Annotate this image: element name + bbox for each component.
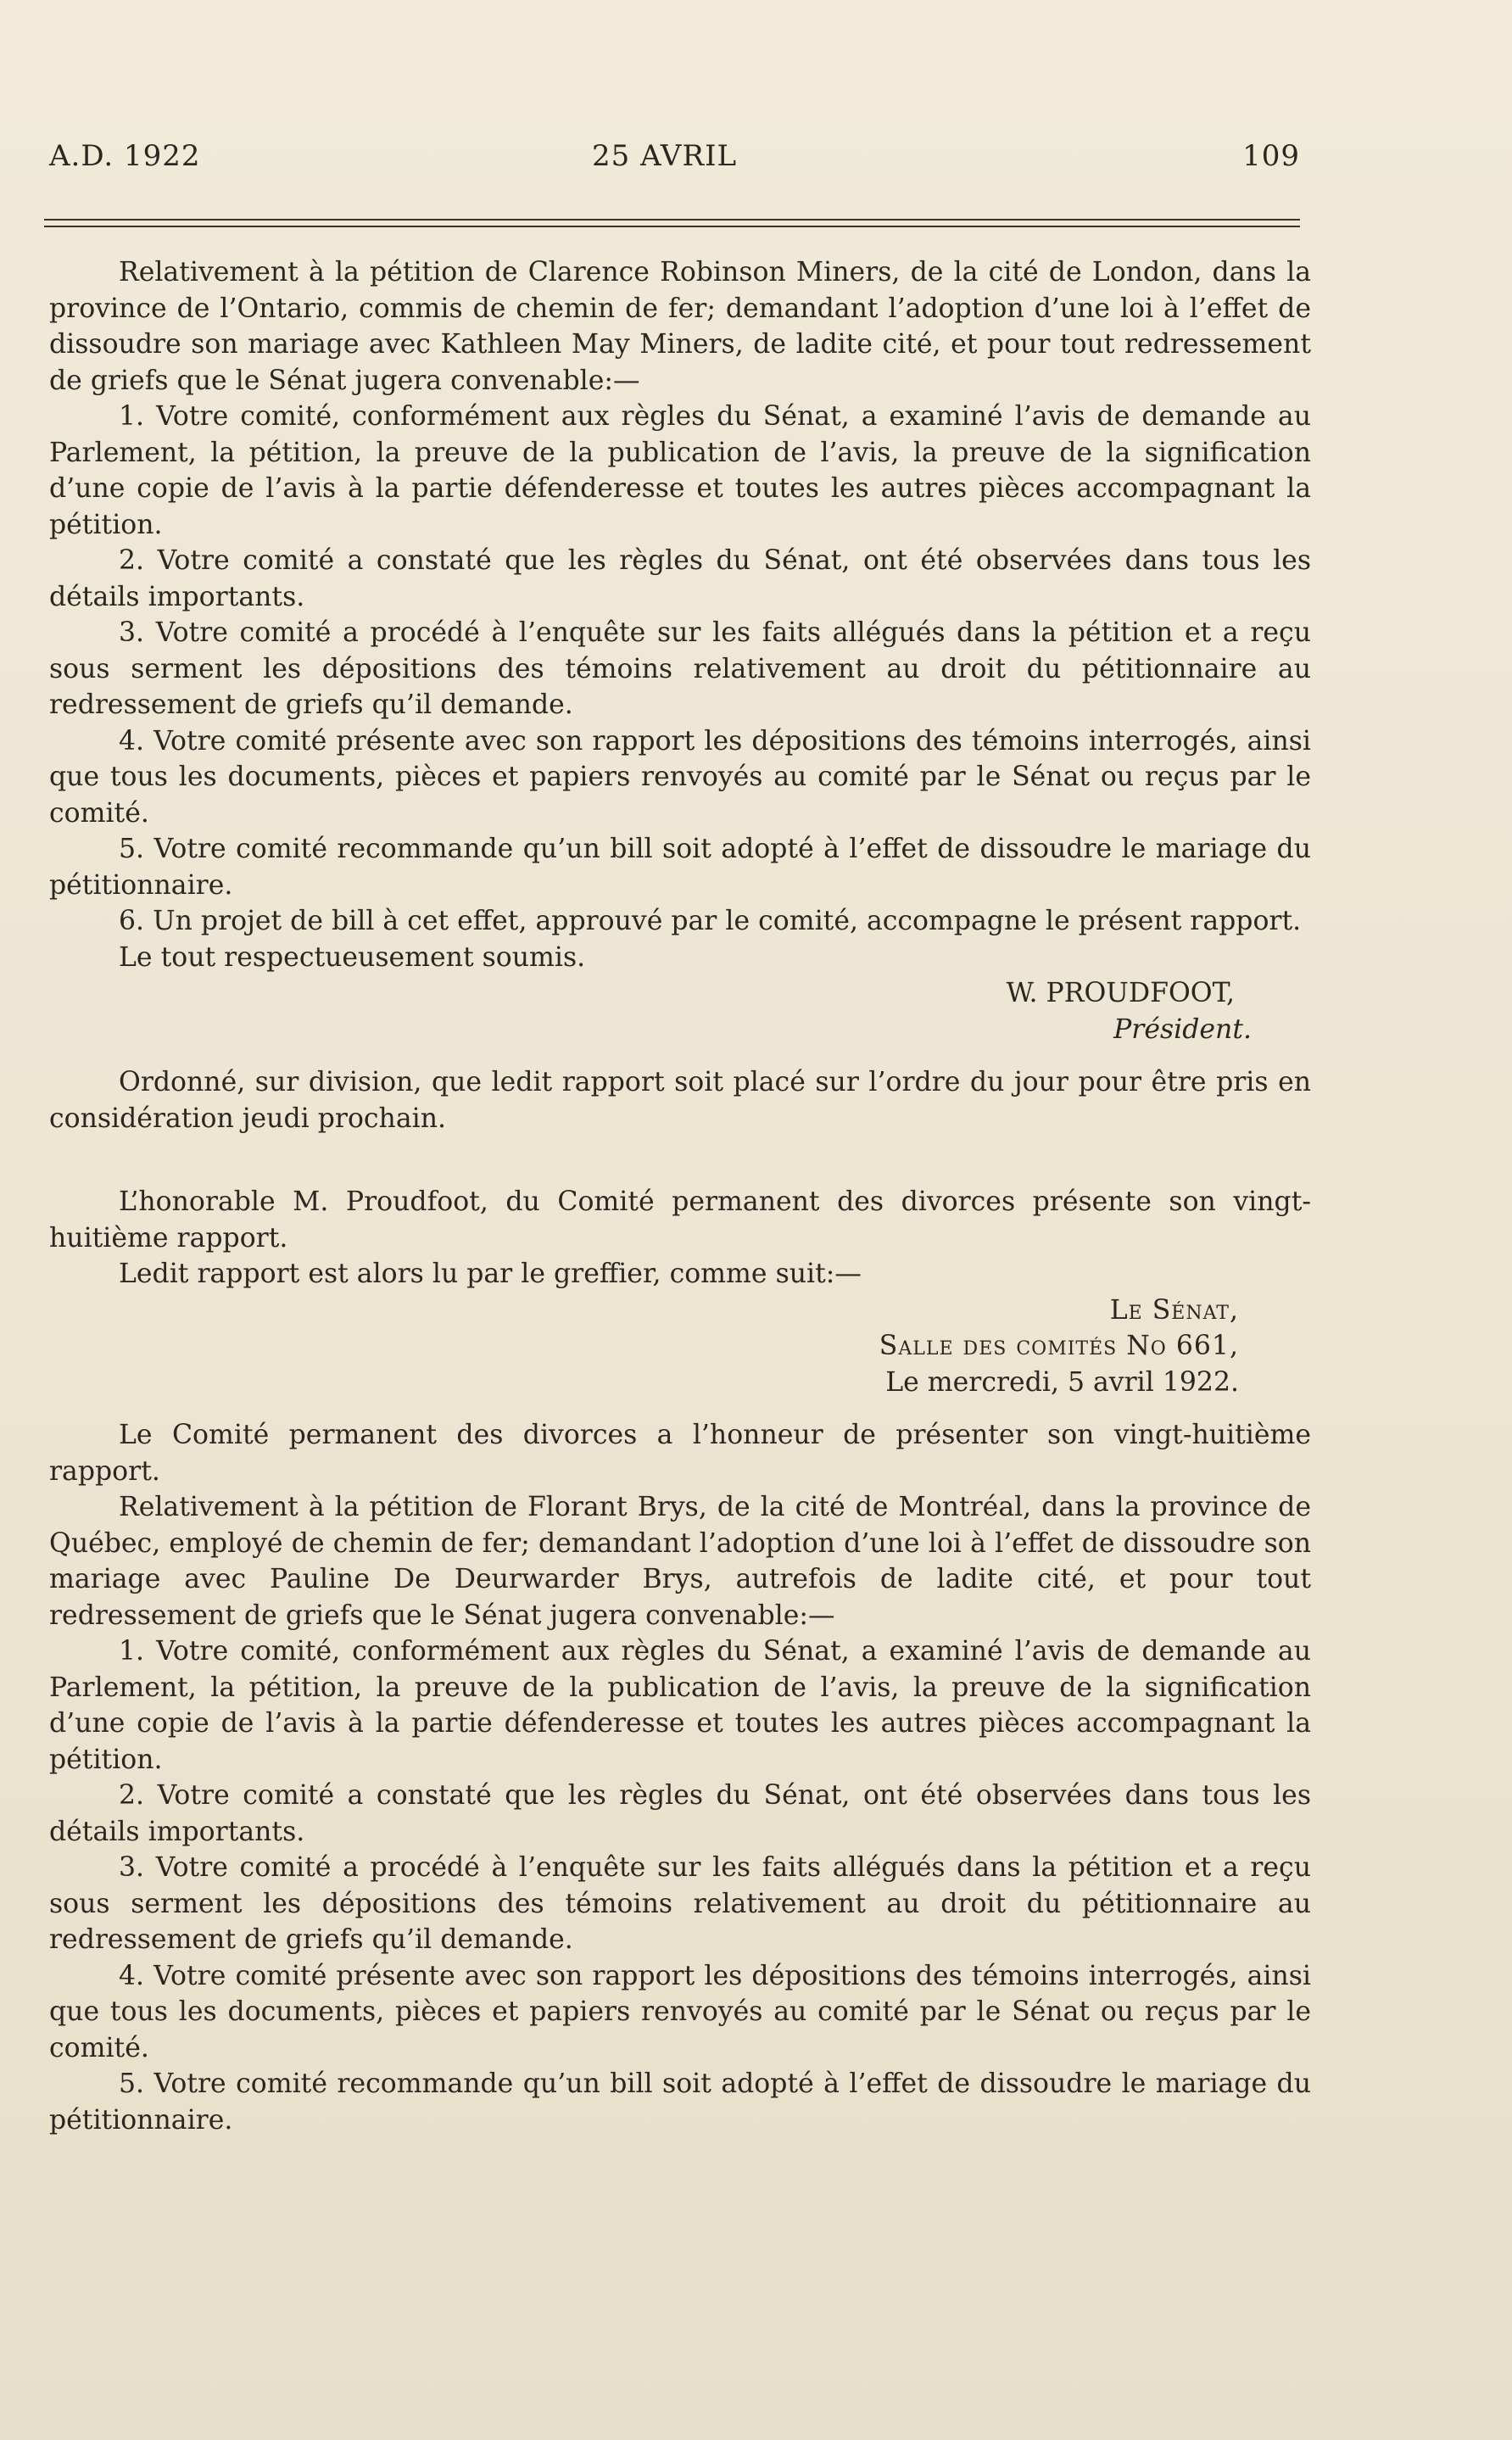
header-date: 25 AVRIL <box>592 139 738 173</box>
report2-item: 3. Votre comité a procédé à l’enquête sur les faits allégués dans la pétition et a reçu sous serment les dépositions des témoins relativement au droit du pétitionnaire au redressement de griefs qu’il demande. <box>49 1852 1311 1955</box>
report1-item: 5. Votre comité recommande qu’un bill soit adopté à l’effet de dissoudre le mariage du pétitionnaire. <box>49 834 1311 901</box>
report2-presentation: L’honorable M. Proudfoot, du Comité permanent des divorces présente son vingt-huitième rapport. <box>49 1186 1311 1254</box>
report1-item: 2. Votre comité a constaté que les règles du Sénat, ont été observées dans tous les détails importants. <box>49 545 1311 612</box>
report1-item: 6. Un projet de bill à cet effet, approuvé par le comité, accompagne le présent rapport. <box>119 906 1302 936</box>
document-body <box>49 254 1311 2138</box>
header-rule-top <box>44 219 1300 221</box>
report2-date: Le mercredi, 5 avril 1922. <box>885 1366 1239 1398</box>
header-rule-bottom <box>44 226 1300 227</box>
report2-place: Le Sénat, <box>1109 1294 1239 1326</box>
page-number: 109 <box>1242 139 1300 173</box>
running-header <box>49 134 1300 181</box>
report1-item: 1. Votre comité, conformément aux règles du Sénat, a examiné l’avis de demande au Parlement, la pétition, la preuve de la publication de l’avis, la preuve de la signification d’une copie de l’avis à la partie défenderesse et toutes les autres pièces accompagnant la pétition. <box>49 401 1311 540</box>
report1-closing: Le tout respectueusement soumis. <box>119 941 586 973</box>
report2-reading: Ledit rapport est alors lu par le greffier, comme suit:— <box>119 1259 862 1289</box>
report2-intro: Relativement à la pétition de Florant Brys, de la cité de Montréal, dans la province de Québec, employé de chemin de fer; demandant l’adoption d’une loi à l’effet de dissoudre son mariage avec Pauline De Deurwarder Brys, autrefois de ladite cité, et pour tout redressement de griefs que le Sénat jugera convenable:— <box>49 1492 1311 1631</box>
report2-item: 2. Votre comité a constaté que les règles du Sénat, ont été observées dans tous les détails importants. <box>49 1780 1311 1847</box>
header-year: A.D. 1922 <box>49 139 201 173</box>
report2-room: Salle des comités No 661, <box>879 1331 1239 1361</box>
signature-name: W. PROUDFOOT, <box>1006 978 1235 1008</box>
order-paragraph: Ordonné, sur division, que ledit rapport soit placé sur l’ordre du jour pour être pris en considération jeudi prochain. <box>49 1067 1311 1134</box>
signature-title: Président. <box>1113 1013 1252 1045</box>
report2-opening: Le Comité permanent des divorces a l’honneur de présenter son vingt-huitième rapport. <box>49 1420 1311 1487</box>
report1-item: 3. Votre comité a procédé à l’enquête sur les faits allégués dans la pétition et a reçu sous serment les dépositions des témoins relativement au droit du pétitionnaire au redressement de griefs qu’il demande. <box>49 617 1311 720</box>
report2-item: 5. Votre comité recommande qu’un bill soit adopté à l’effet de dissoudre le mariage du pétitionnaire. <box>49 2069 1311 2136</box>
report1-item: 4. Votre comité présente avec son rapport les dépositions des témoins interrogés, ainsi que tous les documents, pièces et papiers renvoyés au comité par le Sénat ou reçus par le comité. <box>49 725 1311 829</box>
report2-item: 1. Votre comité, conformément aux règles du Sénat, a examiné l’avis de demande au Parlement, la pétition, la preuve de la publication de l’avis, la preuve de la signification d’une copie de l’avis à la partie défenderesse et toutes les autres pièces accompagnant la pétition. <box>49 1636 1311 1775</box>
report1-intro: Relativement à la pétition de Clarence Robinson Miners, de la cité de London, dans la province de l’Ontario, commis de chemin de fer; demandant l’adoption d’une loi à l’effet de dissoudre son mariage avec Kathleen May Miners, de ladite cité, et pour tout redressement de griefs que le Sénat jugera convenable:— <box>49 257 1311 396</box>
report2-item: 4. Votre comité présente avec son rapport les dépositions des témoins interrogés, ainsi que tous les documents, pièces et papiers renvoyés au comité par le Sénat ou reçus par le comité. <box>49 1960 1311 2063</box>
